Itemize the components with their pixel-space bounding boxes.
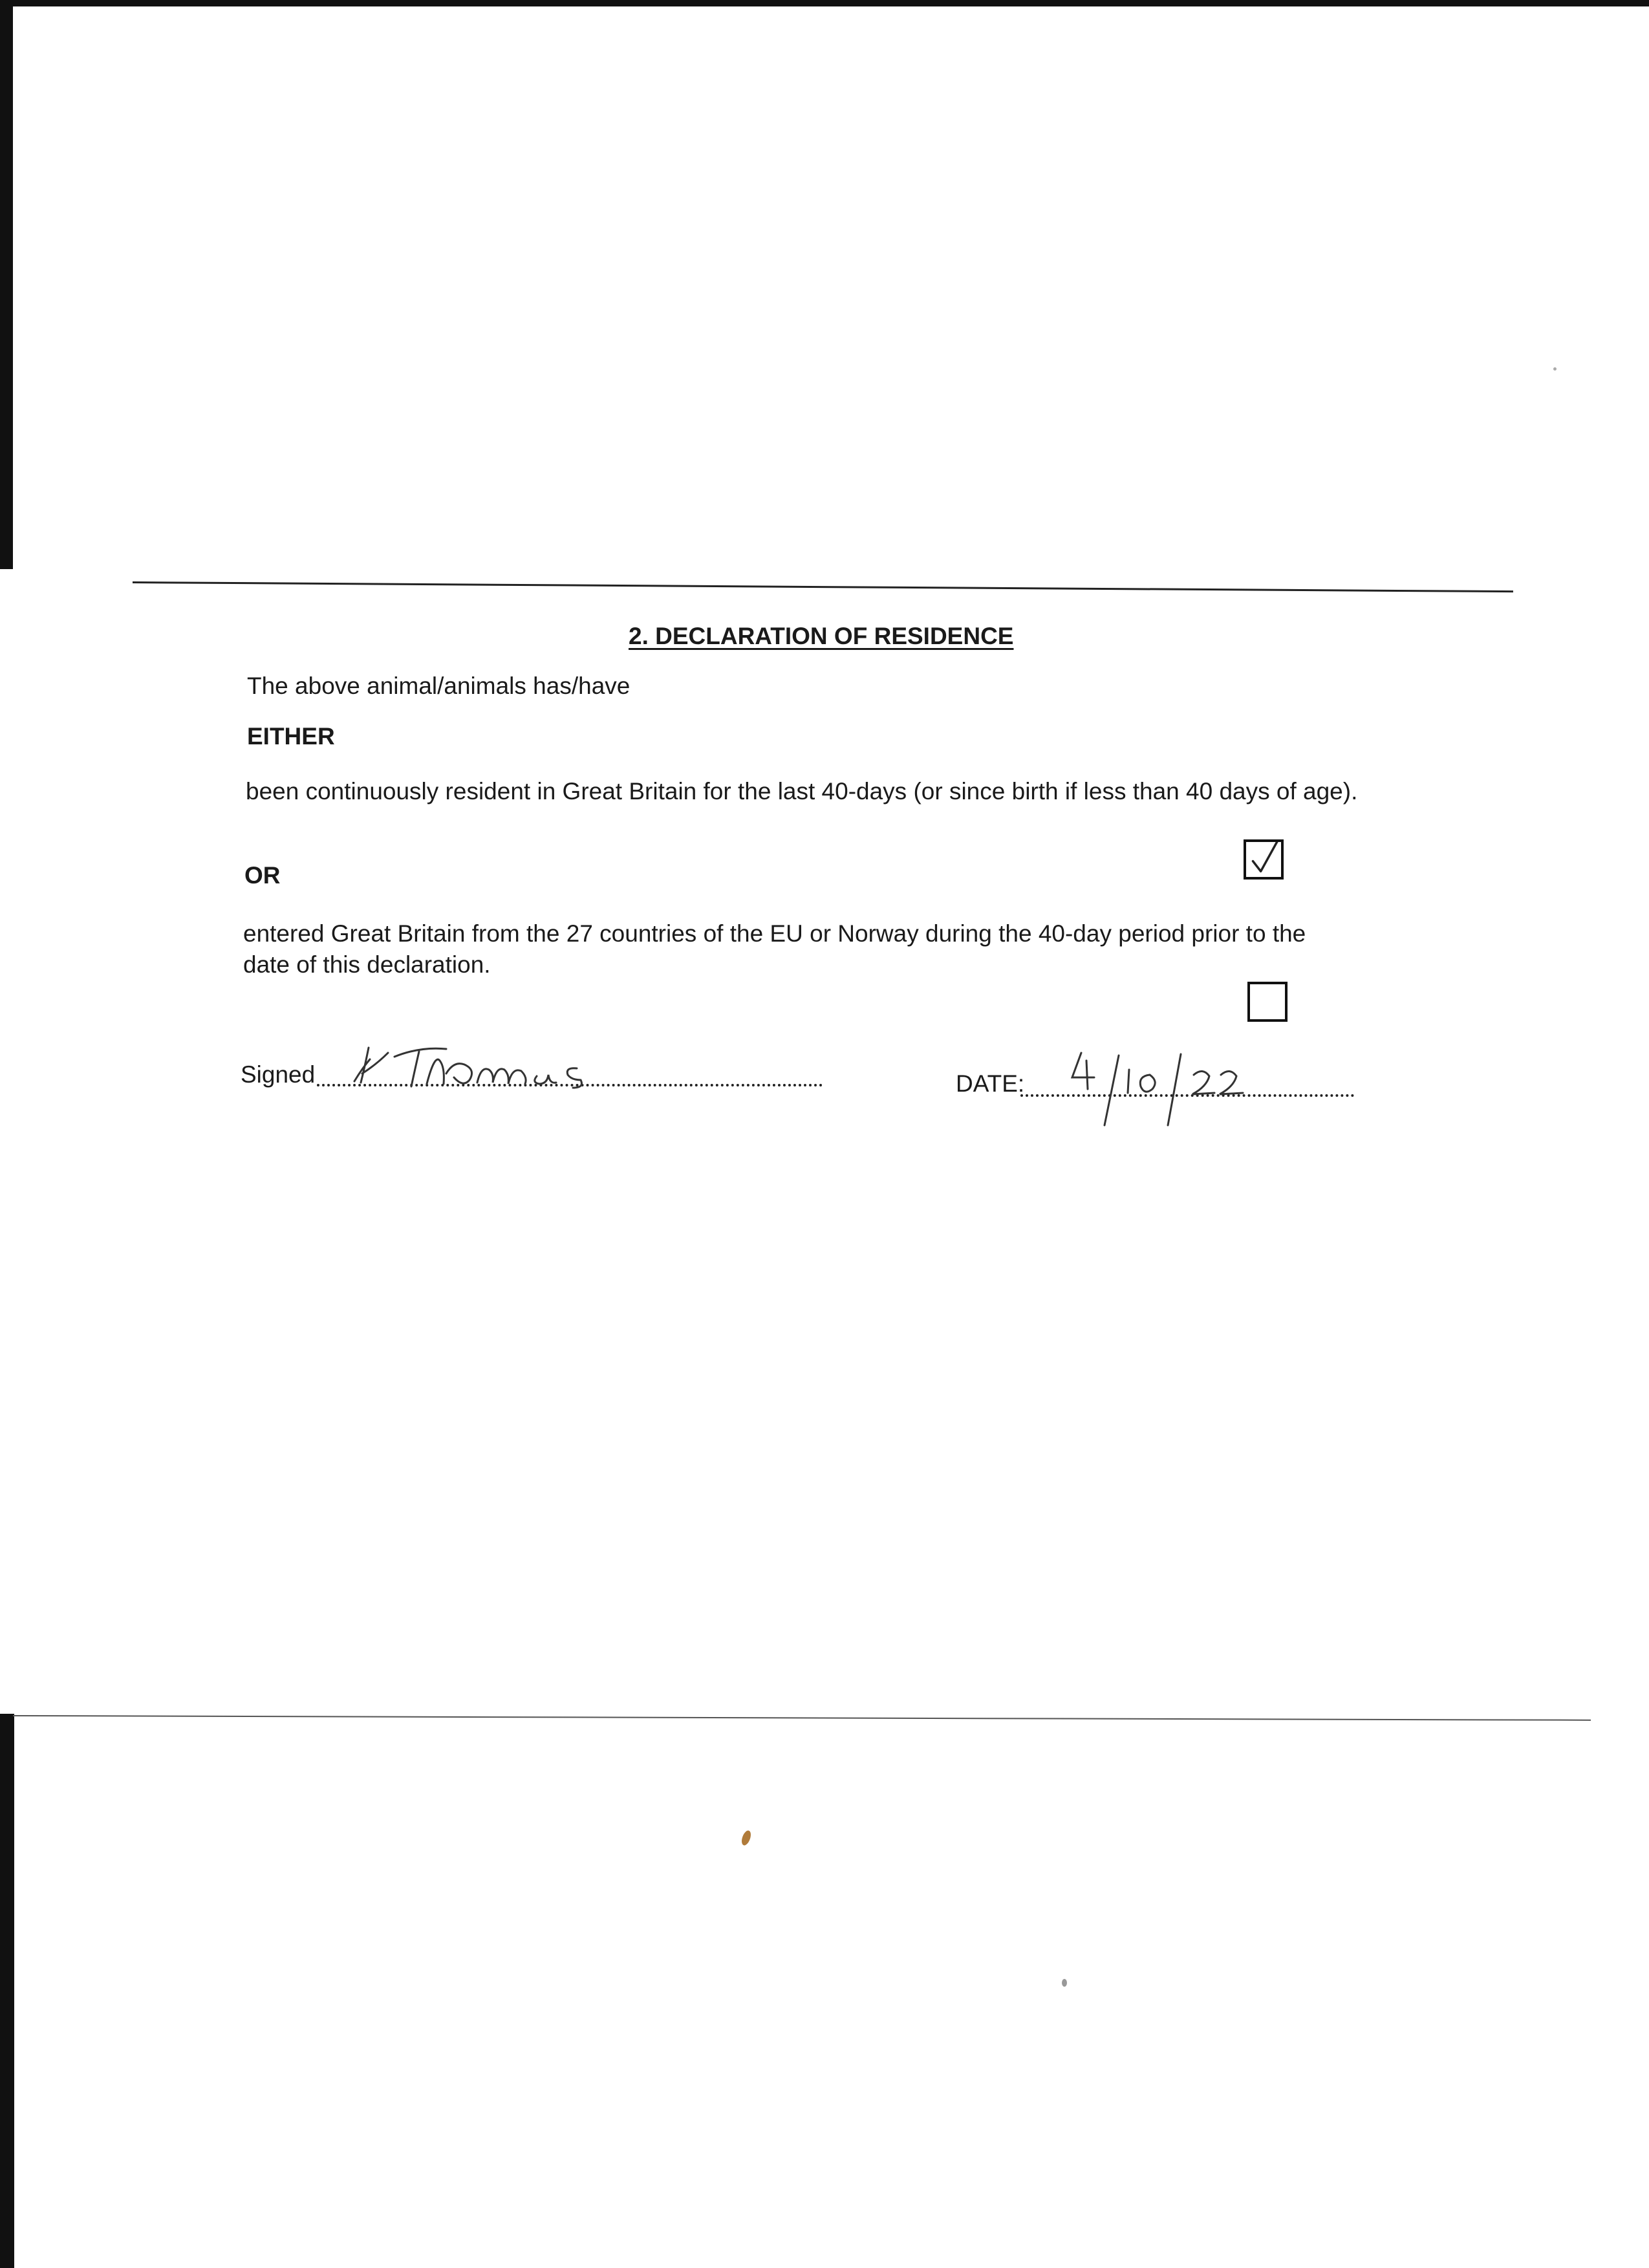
signed-label: Signed	[241, 1061, 316, 1088]
option-1-checkbox[interactable]	[1244, 839, 1284, 880]
fold-line-top	[133, 581, 1513, 592]
or-label: OR	[244, 862, 281, 889]
fold-line-bottom	[13, 1715, 1591, 1721]
scan-edge-top	[0, 0, 1649, 6]
scan-speck	[740, 1830, 752, 1847]
intro-text: The above animal/animals has/have	[247, 673, 630, 699]
section-heading: 2. DECLARATION OF RESIDENCE	[629, 623, 1014, 649]
scan-edge-left-lower	[0, 1714, 14, 2268]
checkmark-icon	[1246, 842, 1281, 877]
handwritten-date	[1061, 1041, 1306, 1132]
option-2-text: entered Great Britain from the 27 countries of the EU or Norway during the 40-day period prior to the date of this declaration.	[243, 920, 1306, 978]
scan-edge-left-upper	[0, 0, 13, 569]
scan-speck	[1062, 1979, 1067, 1987]
scan-speck	[1553, 367, 1557, 371]
handwritten-signature	[343, 1028, 614, 1099]
option-2-checkbox[interactable]	[1247, 982, 1288, 1022]
option-1-text: been continuously resident in Great Britain for the last 40-days (or since birth if less than 40 days of age).	[246, 778, 1358, 805]
either-label: EITHER	[247, 723, 335, 750]
date-label: DATE:	[956, 1070, 1025, 1097]
